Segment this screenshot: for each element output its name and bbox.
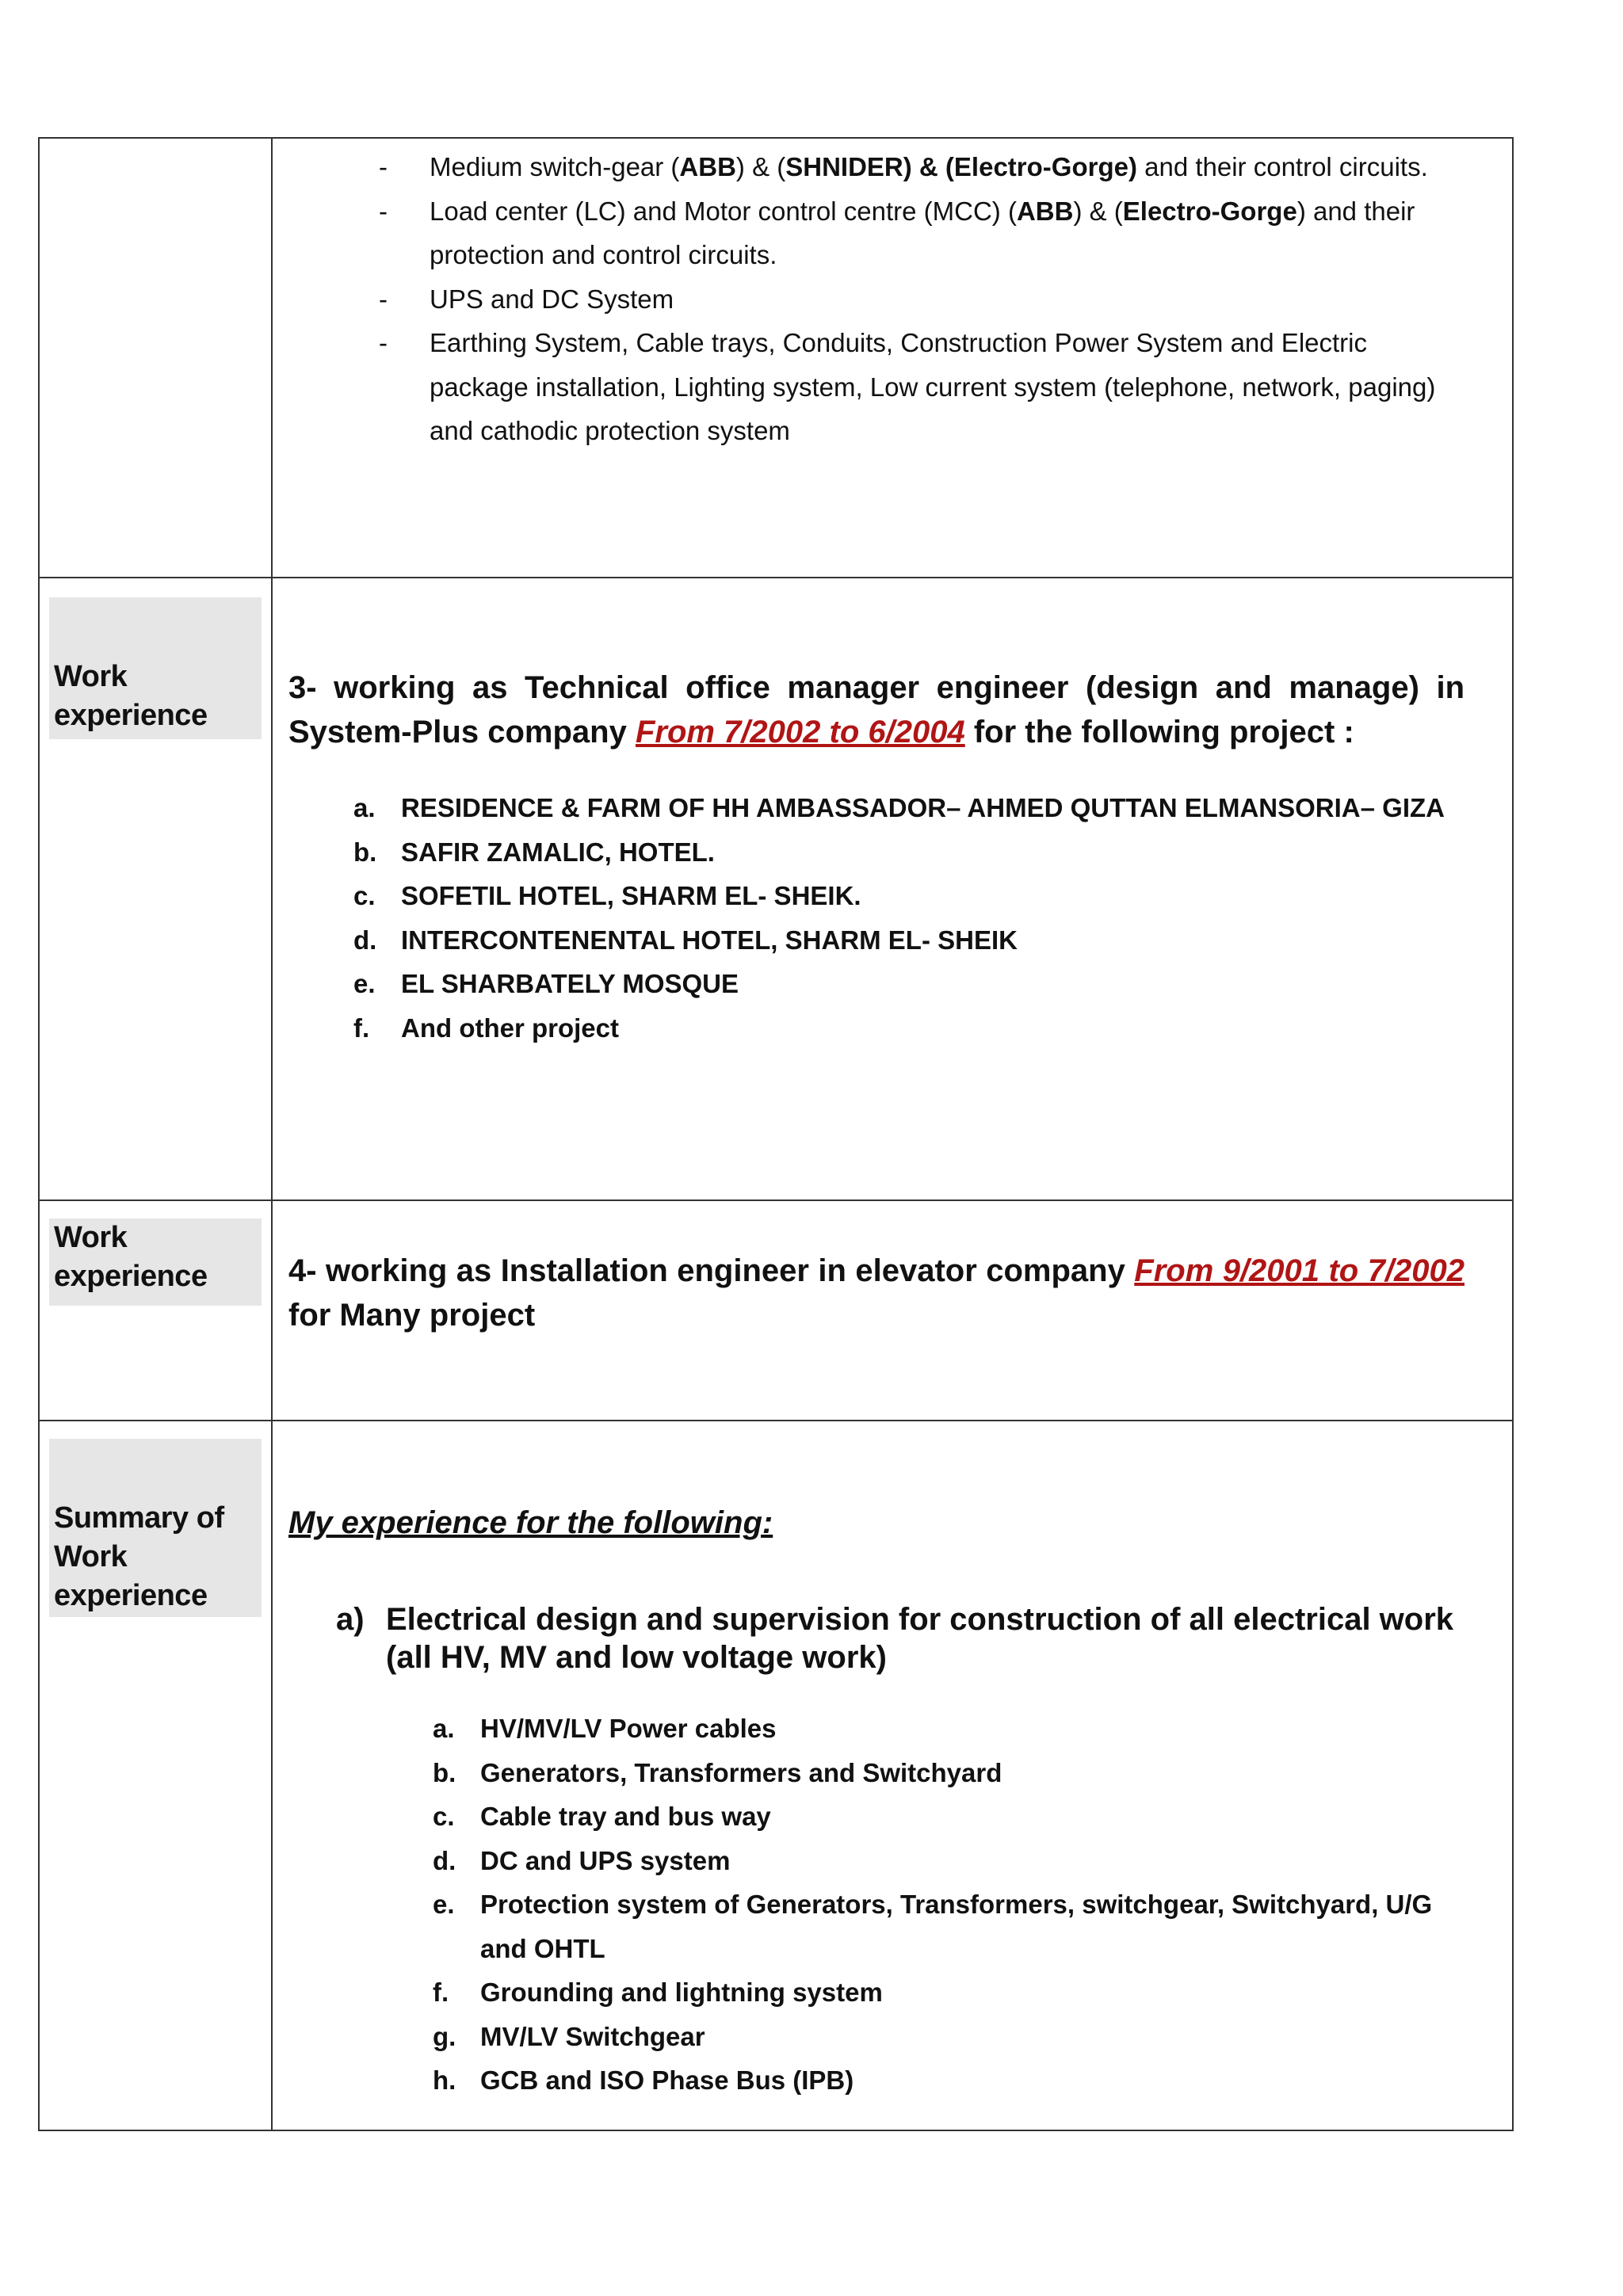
list-item-text: Cable tray and bus way bbox=[480, 1802, 771, 1831]
list-item-text: Protection system of Generators, Transformers, switchgear, Switchyard, U/G and OHTL bbox=[480, 1890, 1433, 1963]
item-text: UPS and DC System bbox=[430, 284, 674, 314]
list-marker: e. bbox=[433, 1890, 455, 1919]
job-title-text: 3- working as Technical office manager engineer (design and manage) in System-Plus company bbox=[288, 670, 1465, 749]
job-title-3 bbox=[288, 666, 1465, 754]
list-marker: d. bbox=[353, 925, 377, 955]
brand-name: ABB bbox=[679, 152, 736, 181]
row2-content-cell bbox=[272, 578, 1513, 1200]
project-item bbox=[273, 874, 1512, 918]
list-marker: a. bbox=[433, 1714, 455, 1743]
project-item bbox=[273, 786, 1512, 830]
item-text: Medium switch-gear ( bbox=[430, 152, 680, 181]
job-title-text: 4- working as Installation engineer in elevator company bbox=[288, 1253, 1135, 1288]
dash-marker: - bbox=[379, 196, 388, 226]
dash-marker: - bbox=[379, 328, 388, 357]
job-title-4 bbox=[288, 1249, 1465, 1337]
summary-heading: My experience for the following: bbox=[288, 1505, 773, 1540]
row1-label-cell bbox=[39, 138, 272, 578]
skill-item bbox=[273, 1707, 1512, 1751]
list-marker: f. bbox=[433, 1978, 449, 2007]
skill-item bbox=[273, 1970, 1512, 2015]
skill-item bbox=[273, 1794, 1512, 1839]
job-date: From 9/2001 to 7/2002 bbox=[1134, 1253, 1465, 1288]
job-title-suffix: for Many project bbox=[288, 1298, 536, 1333]
list-marker: c. bbox=[353, 881, 376, 910]
skill-item bbox=[273, 1751, 1512, 1795]
list-item-text: Generators, Transformers and Switchyard bbox=[480, 1757, 1002, 1787]
row-work-experience-3 bbox=[39, 578, 1513, 1200]
list-item-text: RESIDENCE & FARM OF HH AMBASSADOR– AHMED QUTTAN ELMANSORIA– GIZA bbox=[401, 793, 1445, 822]
section-label: Work experience bbox=[49, 1219, 262, 1306]
list-item-text: And other project bbox=[401, 1013, 620, 1043]
skill-item bbox=[273, 2058, 1512, 2103]
cv-table bbox=[38, 137, 1514, 2131]
list-marker: a. bbox=[353, 793, 376, 822]
brand-name: SHNIDER) & (Electro-Gorge) bbox=[785, 152, 1137, 181]
list-item-text: HV/MV/LV Power cables bbox=[480, 1714, 777, 1743]
equipment-item bbox=[273, 189, 1512, 277]
section-marker: a) bbox=[336, 1602, 365, 1637]
skill-item bbox=[273, 1882, 1512, 1970]
equipment-item bbox=[273, 145, 1512, 189]
list-marker: d. bbox=[433, 1845, 456, 1875]
skill-item bbox=[273, 2015, 1512, 2059]
skill-item bbox=[273, 1839, 1512, 1883]
row2-label-cell bbox=[39, 578, 272, 1200]
section-text: Electrical design and supervision for construction of all electrical work (all HV, MV and low voltage work) bbox=[386, 1602, 1454, 1675]
item-text: ) & ( bbox=[1073, 196, 1123, 226]
equipment-list bbox=[273, 145, 1512, 453]
row-equipment bbox=[39, 138, 1513, 578]
row3-content-cell bbox=[272, 1200, 1513, 1421]
list-item-text: EL SHARBATELY MOSQUE bbox=[401, 969, 739, 998]
list-marker: b. bbox=[433, 1757, 456, 1787]
job-title-suffix: for the following project : bbox=[964, 715, 1354, 749]
skills-list bbox=[273, 1707, 1512, 2103]
item-text: Load center (LC) and Motor control centre (MCC) ( bbox=[430, 196, 1017, 226]
row-work-experience-4 bbox=[39, 1200, 1513, 1421]
equipment-item bbox=[273, 321, 1512, 453]
brand-name: ABB bbox=[1016, 196, 1074, 226]
summary-section bbox=[273, 1600, 1512, 1676]
brand-name: Electro-Gorge bbox=[1122, 196, 1297, 226]
list-item-text: GCB and ISO Phase Bus (IPB) bbox=[480, 2065, 854, 2095]
project-item bbox=[273, 830, 1512, 875]
dash-marker: - bbox=[379, 152, 388, 181]
item-text: and their control circuits. bbox=[1136, 152, 1428, 181]
list-item-text: Grounding and lightning system bbox=[480, 1978, 883, 2007]
list-item-text: SOFETIL HOTEL, SHARM EL- SHEIK. bbox=[401, 881, 861, 910]
item-text: ) and their protection and control circuits. bbox=[430, 196, 1415, 269]
row3-label-cell bbox=[39, 1200, 272, 1421]
list-item-text: MV/LV Switchgear bbox=[480, 2021, 705, 2051]
list-item-text: DC and UPS system bbox=[480, 1845, 731, 1875]
row4-content-cell bbox=[272, 1421, 1513, 2130]
list-marker: h. bbox=[433, 2065, 456, 2095]
row1-content-cell bbox=[272, 138, 1513, 578]
section-label: Work experience bbox=[49, 597, 262, 739]
list-marker: b. bbox=[353, 837, 377, 867]
list-marker: g. bbox=[433, 2021, 456, 2051]
row-summary bbox=[39, 1421, 1513, 2130]
project-item bbox=[273, 1006, 1512, 1051]
section-label: Summary of Work experience bbox=[49, 1439, 262, 1617]
list-item-text: INTERCONTENENTAL HOTEL, SHARM EL- SHEIK bbox=[401, 925, 1018, 955]
project-item bbox=[273, 962, 1512, 1006]
list-marker: c. bbox=[433, 1802, 455, 1831]
row4-label-cell bbox=[39, 1421, 272, 2130]
project-list bbox=[273, 786, 1512, 1050]
dash-marker: - bbox=[379, 284, 388, 314]
list-marker: f. bbox=[353, 1013, 370, 1043]
list-marker: e. bbox=[353, 969, 376, 998]
job-date: From 7/2002 to 6/2004 bbox=[635, 715, 965, 749]
item-text: ) & ( bbox=[735, 152, 786, 181]
item-text: Earthing System, Cable trays, Conduits, Construction Power System and Electric package installation, Lighting system, Low current system (telephone, network, paging) and cathodic protection system bbox=[430, 328, 1436, 445]
project-item bbox=[273, 918, 1512, 963]
equipment-item bbox=[273, 277, 1512, 322]
list-item-text: SAFIR ZAMALIC, HOTEL. bbox=[401, 837, 715, 867]
